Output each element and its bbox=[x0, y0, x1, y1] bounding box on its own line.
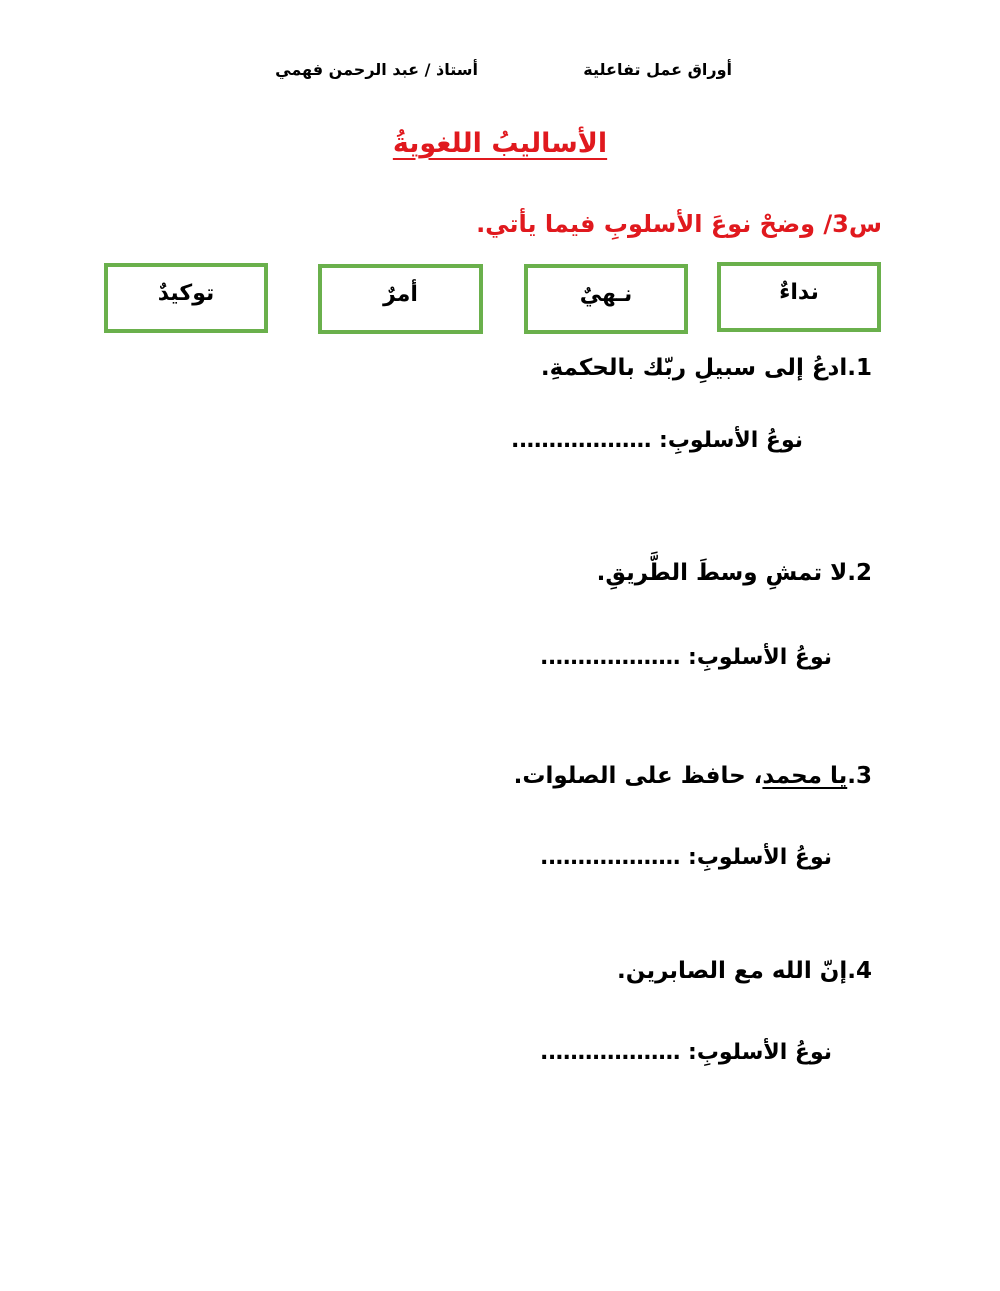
answer-line-3 bbox=[540, 845, 832, 870]
answer-line-1 bbox=[511, 428, 803, 453]
item-text: إنّ الله مع الصابرين. bbox=[617, 958, 848, 984]
item-3 bbox=[514, 763, 872, 789]
option-box-amr[interactable]: أمرٌ bbox=[318, 264, 483, 334]
option-box-nida[interactable]: نداءٌ bbox=[717, 262, 881, 332]
answer-label: نوعُ الأسلوبِ: bbox=[659, 428, 803, 453]
item-2 bbox=[597, 560, 872, 586]
answer-blank-3[interactable]: ………………. bbox=[539, 845, 681, 870]
item-4 bbox=[617, 958, 872, 984]
answer-label: نوعُ الأسلوبِ: bbox=[688, 645, 832, 670]
item-text-underlined: يا محمد bbox=[762, 763, 848, 789]
option-box-nahy[interactable]: نـهيٌ bbox=[524, 264, 688, 334]
answer-blank-2[interactable]: ………………. bbox=[539, 645, 681, 670]
item-number: 4. bbox=[847, 958, 872, 984]
item-1 bbox=[541, 355, 872, 381]
item-number: 2. bbox=[847, 560, 872, 586]
item-text: لا تمشِ وسطَ الطَّريقِ. bbox=[596, 560, 848, 586]
answer-label: نوعُ الأسلوبِ: bbox=[688, 845, 832, 870]
answer-line-2 bbox=[540, 645, 832, 670]
item-text: ادعُ إلى سبيلِ ربّك بالحكمةِ. bbox=[540, 355, 848, 381]
option-box-tawkeed[interactable]: توكيدٌ bbox=[104, 263, 268, 333]
item-number: 3. bbox=[847, 763, 872, 789]
page-title: الأساليبُ اللغويةُ bbox=[392, 128, 608, 159]
item-number: 1. bbox=[847, 355, 872, 381]
answer-label: نوعُ الأسلوبِ: bbox=[688, 1040, 832, 1065]
header-teacher: أستاذ / عبد الرحمن فهمي bbox=[275, 60, 478, 79]
answer-line-4 bbox=[540, 1040, 832, 1065]
item-text: ، حافظ على الصلوات. bbox=[513, 763, 763, 789]
answer-blank-1[interactable]: ………………. bbox=[510, 428, 652, 453]
answer-blank-4[interactable]: ………………. bbox=[539, 1040, 681, 1065]
header-subject: أوراق عمل تفاعلية bbox=[583, 60, 732, 79]
question-prompt: س3/ وضحْ نوعَ الأسلوبِ فيما يأتي. bbox=[476, 210, 882, 238]
